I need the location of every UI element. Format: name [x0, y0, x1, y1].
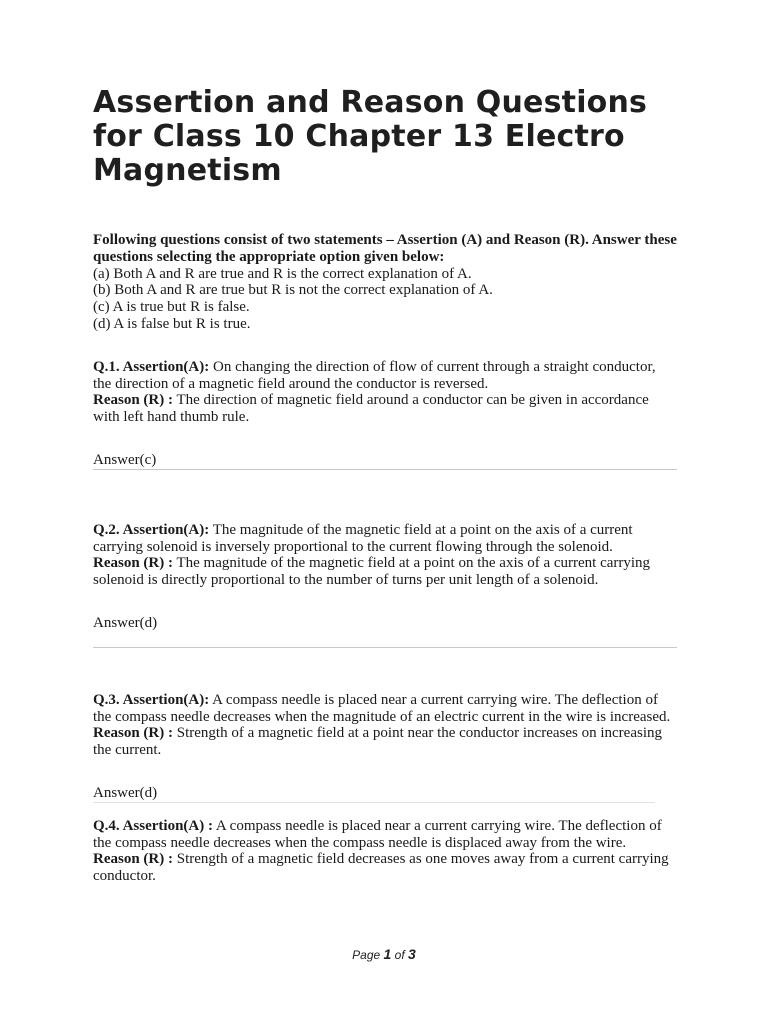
option-a: (a) Both A and R are true and R is the correct explanation of A. [93, 265, 472, 282]
question-1-answer: Answer(c) [93, 451, 157, 468]
question-3-reason-label: Reason (R) : [93, 725, 173, 742]
question-4-label: Q.4. Assertion(A) : [93, 817, 213, 834]
divider [93, 647, 677, 648]
question-2-label: Q.2. Assertion(A): [93, 521, 210, 538]
question-3-answer: Answer(d) [93, 784, 158, 801]
question-2 [93, 522, 677, 589]
question-3-assertion: A compass needle is placed near a current carrying wire. The deflection of the compass needle decreases when the magnitude of an electric current in the wire is increased. [93, 691, 671, 725]
question-1-assertion: On changing the direction of flow of current through a straight conductor, the direction of a magnetic field around the conductor is reversed. [93, 358, 656, 392]
question-4-assertion: A compass needle is placed near a current carrying wire. The deflection of the compass needle decreases when the compass needle is displaced away from the wire. [93, 817, 662, 851]
question-1-label: Q.1. Assertion(A): [93, 358, 210, 375]
question-2-reason-label: Reason (R) : [93, 555, 173, 572]
question-3-label: Q.3. Assertion(A): [93, 691, 210, 708]
question-1-reason-label: Reason (R) : [93, 392, 173, 409]
question-4-reason: Strength of a magnetic field decreases as one moves away from a current carrying conductor. [93, 851, 669, 885]
footer-of-word: of [394, 948, 405, 962]
instructions [93, 232, 677, 333]
question-3 [93, 692, 677, 759]
footer-total-pages: 3 [408, 946, 416, 962]
question-1 [93, 359, 677, 426]
page-title: Assertion and Reason Questions for Class 10 Chapter 13 Electro Magnetism [93, 85, 648, 188]
option-c: (c) A is true but R is false. [93, 299, 250, 316]
question-4-reason-label: Reason (R) : [93, 851, 173, 868]
option-b: (b) Both A and R are true but R is not the correct explanation of A. [93, 282, 493, 299]
option-d: (d) A is false but R is true. [93, 315, 251, 332]
question-3-reason: Strength of a magnetic field at a point near the conductor increases on increasing the current. [93, 725, 662, 759]
question-4 [93, 818, 677, 885]
document-page [93, 86, 677, 885]
question-2-reason: The magnitude of the magnetic field at a point on the axis of a current carrying solenoid is directly proportional to the number of turns per unit length of a solenoid. [93, 555, 651, 589]
footer-current-page: 1 [383, 946, 392, 962]
instructions-heading: Following questions consist of two statements – Assertion (A) and Reason (R). Answer these questions selecting the appropriate option given below: [93, 232, 677, 265]
question-2-assertion: The magnitude of the magnetic field at a point on the axis of a current carrying solenoid is inversely proportional to the current flowing through the solenoid. [93, 521, 633, 555]
divider [93, 469, 677, 470]
question-2-answer: Answer(d) [93, 614, 158, 631]
divider [93, 802, 655, 803]
question-1-reason: The direction of magnetic field around a conductor can be given in accordance with left hand thumb rule. [93, 392, 649, 426]
page-footer [0, 946, 768, 962]
footer-page-word: Page [352, 948, 381, 962]
